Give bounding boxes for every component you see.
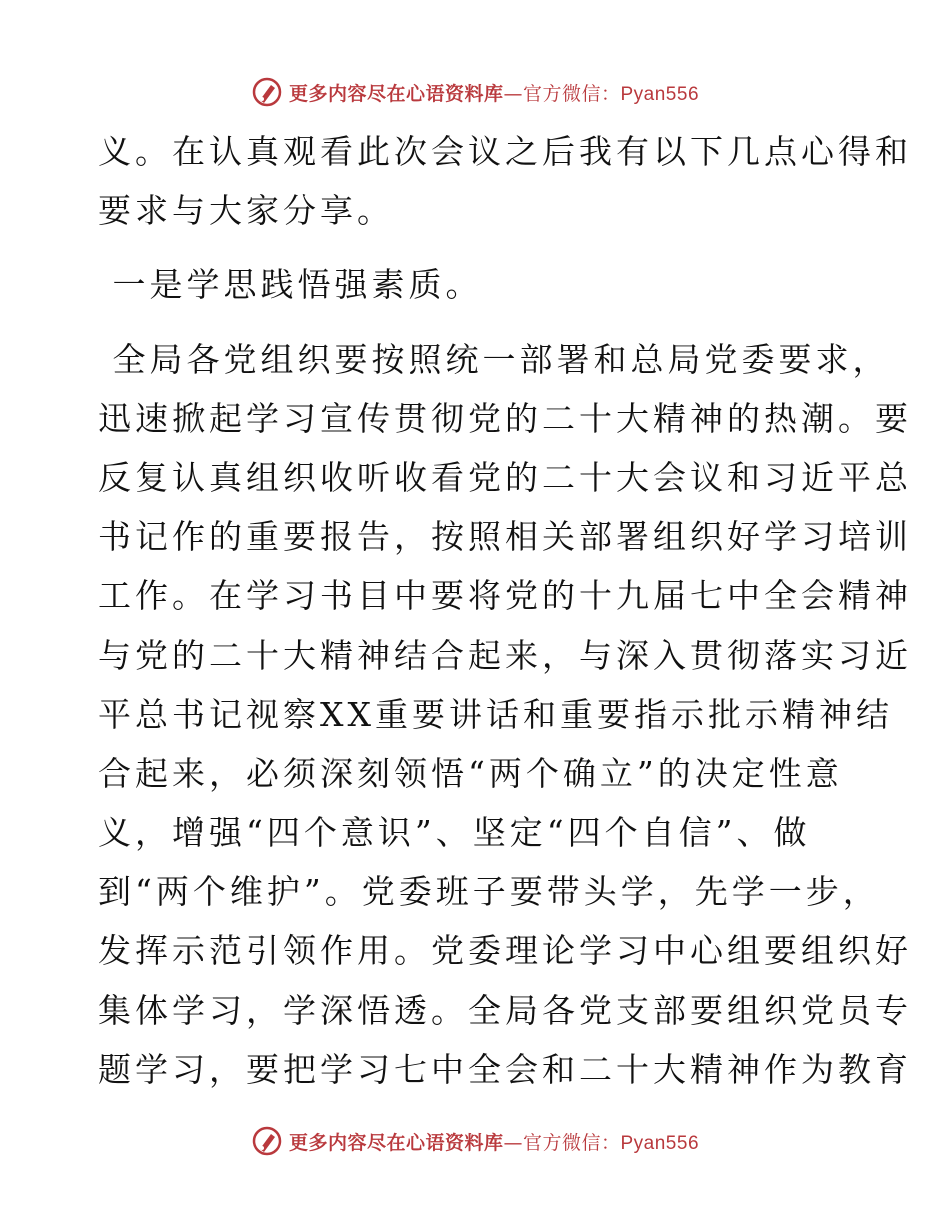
text-line: 到“两个维护”。党委班子要带头学，先学一步， [98,872,880,912]
watermark-contact-label: 官方微信： [522,1131,621,1154]
watermark-main-text: 更多内容尽在心语资料库 [288,82,504,105]
text-line: 义。在认真观看此次会议之后我有以下几点心得和 [98,132,912,171]
paragraph [98,122,912,240]
text-line: 题学习，要把学习七中全会和二十大精神作为教育 [98,1049,912,1089]
text-line: 合起来，必须深刻领悟“两个确立”的决定性意 [98,753,843,793]
text-line: 工作。在学习书目中要将党的十九届七中全会精神 [98,576,912,616]
text-line: 与党的二十大精神结合起来，与深入贯彻落实习近 [98,635,912,675]
text-line: 一是学思践悟强素质。 [98,265,483,305]
document-body [98,122,912,1099]
header-watermark [0,72,950,112]
text-line: 集体学习，学深悟透。全局各党支部要组织党员专 [98,990,912,1030]
watermark-contact-id: Pyan556 [620,1132,700,1154]
watermark-contact-id: Pyan556 [620,83,700,105]
watermark-contact-label: 官方微信： [522,82,621,105]
watermark-separator: — [503,1131,523,1154]
footer-watermark [0,1121,950,1161]
text-line: 全局各党组织要按照统一部署和总局党委要求， [98,339,890,379]
section-heading [98,255,858,314]
text-line: 书记作的重要报告，按照相关部署组织好学习培训 [98,517,912,557]
text-line: 发挥示范引领作用。党委理论学习中心组要组织好 [98,931,912,971]
watermark-main-text: 更多内容尽在心语资料库 [288,1131,504,1154]
watermark-separator: — [503,82,523,105]
text-line: 义，增强“四个意识”、坚定“四个自信”、做 [98,813,811,853]
text-line: 迅速掀起学习宣传贯彻党的二十大精神的热潮。要 [98,398,912,438]
text-line: 反复认真组织收听收看党的二十大会议和习近平总 [98,457,912,497]
paragraph [98,330,912,1099]
text-line: 平总书记视察XX重要讲话和重要指示批示精神结 [98,694,893,734]
pen-nib-logo-icon [251,1125,283,1157]
text-line: 要求与大家分享。 [98,191,394,231]
pen-nib-logo-icon [251,76,283,108]
